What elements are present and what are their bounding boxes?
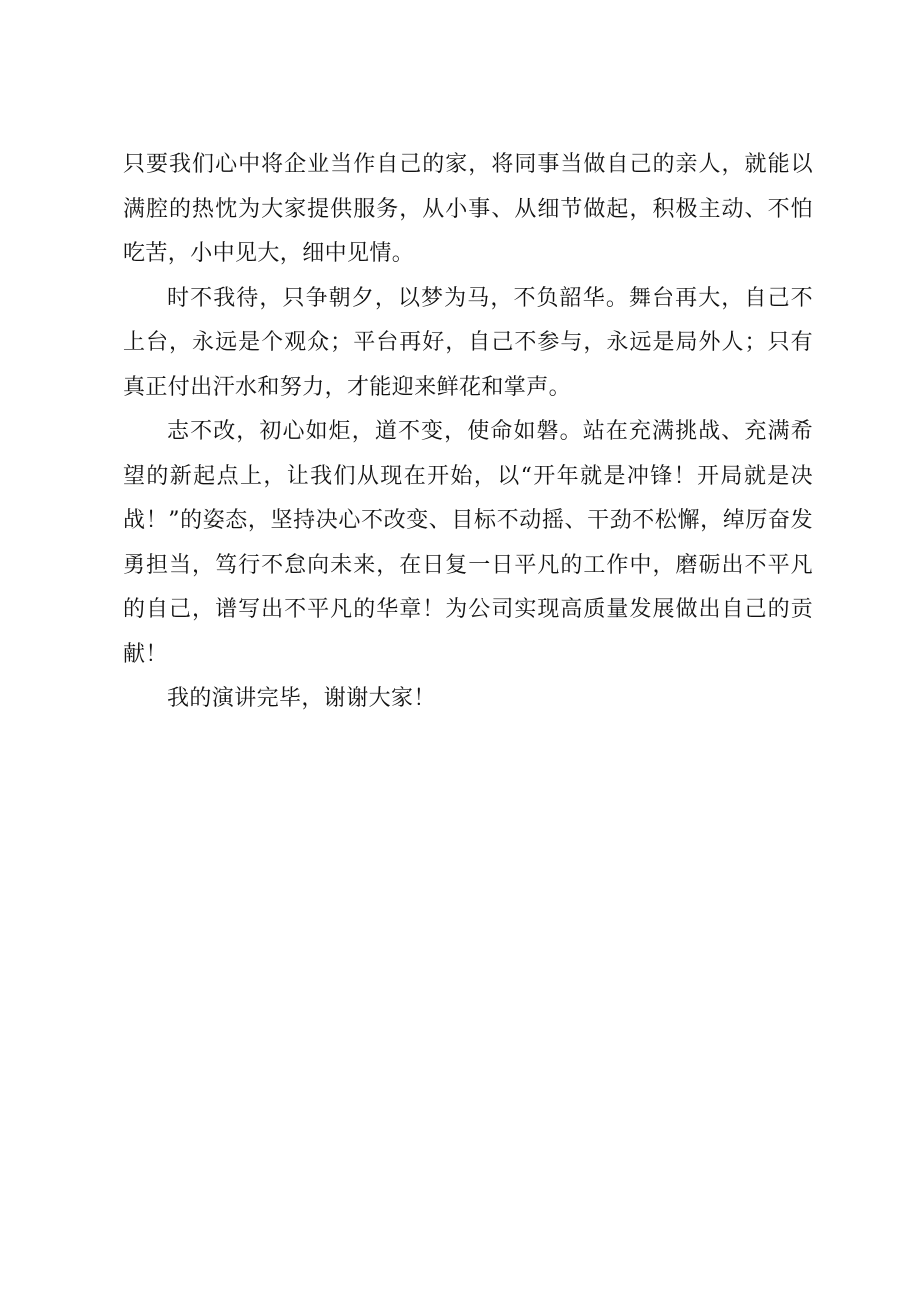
paragraph-2: 时不我待，只争朝夕，以梦为马，不负韶华。舞台再大，自己不上台，永远是个观众；平台再好，自己不参与，永远是局外人；只有真正付出汗水和努力，才能迎来鲜花和掌声。 — [123, 285, 813, 400]
paragraph-1: 只要我们心中将企业当作自己的家，将同事当做自己的亲人，就能以满腔的热忱为大家提供服务，从小事、从细节做起，积极主动、不怕吃苦，小中见大，细中见情。 — [123, 152, 813, 266]
paragraph-3: 志不改，初心如炬，道不变，使命如磐。站在充满挑战、充满希望的新起点上，让我们从现在开始，以“开年就是冲锋！开局就是决战！”的姿态，坚持决心不改变、目标不动摇、干劲不松懈，绰厉奋发勇担当，笃行不怠向未来，在日复一日平凡的工作中，磨砺出不平凡的自己，谱写出不平凡的华章！为公司实现高质量发展做出自己的贡献！ — [123, 419, 813, 667]
paragraph-4: 我的演讲完毕，谢谢大家！ — [167, 686, 436, 711]
document-body — [123, 143, 813, 722]
